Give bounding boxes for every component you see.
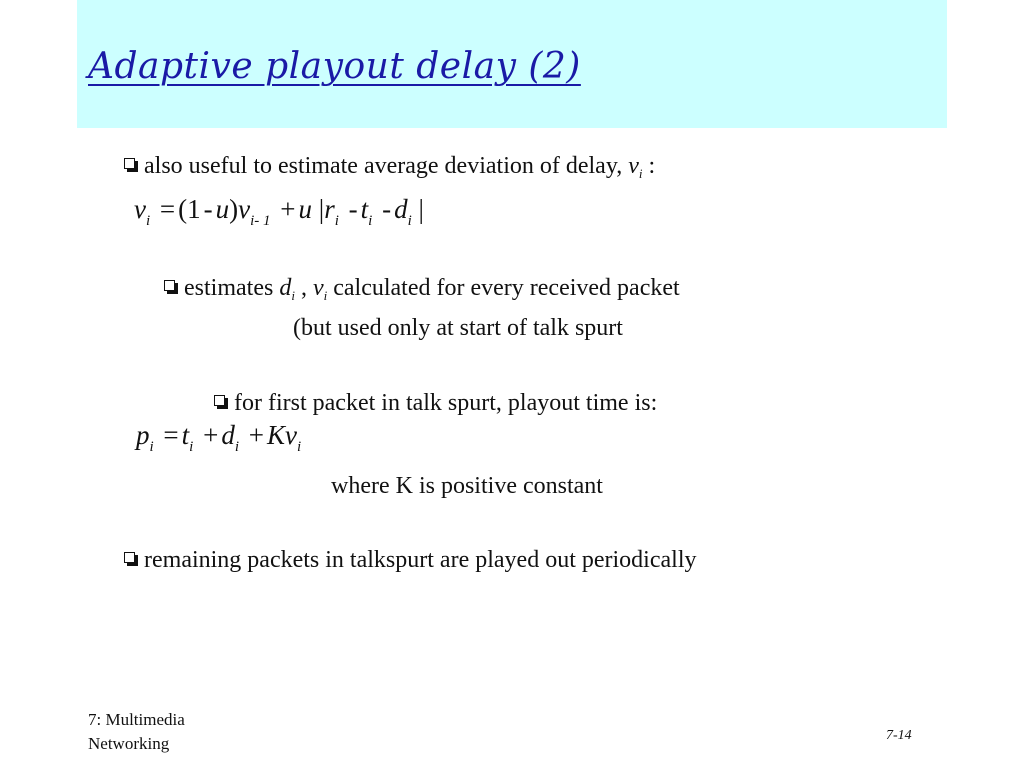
eq1-v-prev-sub: i- 1 — [250, 213, 271, 229]
eq2-p-sub: i — [149, 439, 154, 455]
eq1-minus-1: - — [203, 194, 213, 224]
eq1-equals: = — [159, 194, 176, 224]
eq2-d-sub: i — [234, 439, 239, 455]
equation-note: where K is positive constant — [331, 473, 603, 499]
bullet-estimates — [164, 276, 680, 302]
eq1-lhs: v — [134, 194, 146, 224]
eq1-d-sub: i — [407, 213, 412, 229]
bullet-estimates-text-b: calculated for every received packet — [327, 275, 680, 301]
bullet-deviation-tail: : — [642, 153, 656, 179]
var-v-2-sub: i — [323, 288, 328, 303]
eq1-r: r — [324, 194, 335, 224]
var-v-2: v — [312, 275, 324, 301]
eq1-u-1: u — [215, 194, 230, 224]
slide-title: Adaptive playout delay (2) — [88, 46, 581, 87]
eq1-minus-3: - — [382, 194, 392, 224]
bullet-remaining-text: remaining packets in talkspurt are played out periodically — [144, 547, 697, 573]
eq1-u-2: u — [298, 194, 313, 224]
eq1-d: d — [394, 194, 408, 224]
eq2-kv-sub: i — [296, 439, 302, 455]
footer-chapter-line2: Networking — [88, 734, 170, 753]
eq2-d: d — [221, 420, 235, 450]
eq2-plus-1: + — [203, 420, 219, 450]
bullet-estimates-line2: (but used only at start of talk spurt — [293, 315, 623, 341]
var-d-sub: i — [291, 288, 295, 303]
eq1-plus: + — [280, 194, 296, 224]
eq1-r-sub: i — [334, 213, 339, 229]
eq1-v-prev: v — [238, 194, 251, 224]
page-number: 7-14 — [886, 728, 912, 743]
checkbox-bullet-icon — [124, 158, 135, 169]
eq1-minus-2: - — [348, 194, 358, 224]
eq2-equals: = — [163, 420, 179, 450]
eq1-lhs-sub: i — [145, 213, 151, 229]
eq1-t: t — [360, 194, 369, 224]
var-v: v — [628, 153, 639, 179]
bullet-deviation-text: also useful to estimate average deviation of delay, — [144, 153, 629, 179]
equation-deviation — [134, 196, 424, 229]
eq1-t-sub: i — [368, 213, 373, 229]
bullet-deviation — [124, 154, 655, 180]
equation-playout — [136, 422, 301, 455]
bullet-remaining — [124, 548, 696, 572]
var-v-sub: i — [638, 166, 643, 181]
bullet-estimates-comma: , — [294, 275, 313, 301]
eq2-t-sub: i — [189, 439, 194, 455]
checkbox-bullet-icon — [124, 552, 135, 563]
eq1-paren-close: ) — [229, 194, 239, 224]
eq2-t: t — [181, 420, 190, 450]
eq1-abs-open: | — [318, 194, 325, 224]
eq2-p: p — [136, 420, 150, 450]
bullet-first-packet-text: for first packet in talk spurt, playout time is: — [234, 390, 658, 416]
footer-chapter-line1: 7: Multimedia — [88, 710, 185, 729]
checkbox-bullet-icon — [164, 280, 175, 291]
eq2-plus-2: + — [248, 420, 264, 450]
var-d: d — [279, 275, 292, 301]
eq2-kv: Kv — [266, 420, 297, 450]
footer-chapter — [88, 708, 185, 756]
bullet-first-packet — [214, 391, 657, 415]
eq1-abs-close: | — [418, 194, 424, 224]
bullet-estimates-text-a: estimates — [184, 275, 280, 301]
eq1-paren-open: (1 — [178, 194, 201, 224]
checkbox-bullet-icon — [214, 395, 225, 406]
